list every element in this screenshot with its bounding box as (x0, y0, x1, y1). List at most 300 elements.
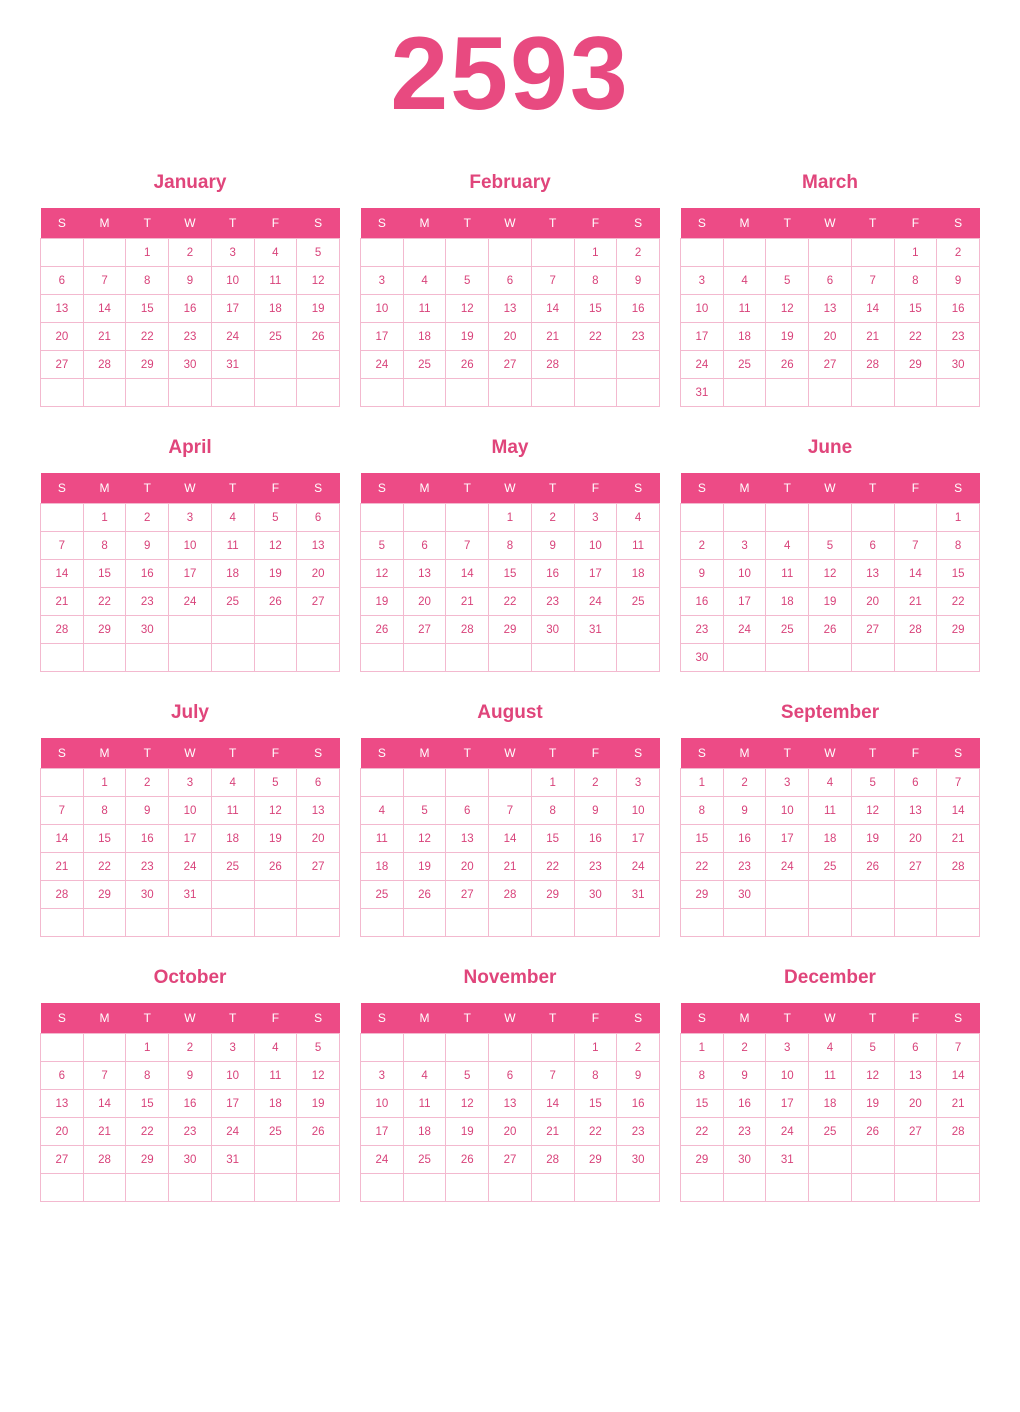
day-cell[interactable]: 10 (211, 1062, 254, 1090)
day-cell[interactable]: 28 (531, 351, 574, 379)
day-cell[interactable]: 16 (574, 825, 617, 853)
day-cell[interactable]: 25 (766, 616, 809, 644)
day-cell[interactable]: 11 (211, 532, 254, 560)
day-cell[interactable]: 17 (766, 1090, 809, 1118)
day-cell[interactable]: 24 (361, 351, 404, 379)
day-cell[interactable]: 5 (809, 532, 852, 560)
day-cell[interactable]: 12 (809, 560, 852, 588)
day-cell[interactable]: 13 (297, 797, 340, 825)
day-cell[interactable]: 26 (809, 616, 852, 644)
day-cell[interactable]: 22 (489, 588, 532, 616)
day-cell[interactable]: 7 (489, 797, 532, 825)
day-cell[interactable]: 3 (574, 504, 617, 532)
day-cell[interactable]: 24 (574, 588, 617, 616)
day-cell[interactable]: 11 (361, 825, 404, 853)
day-cell[interactable]: 23 (169, 1118, 212, 1146)
day-cell[interactable]: 7 (531, 267, 574, 295)
day-cell[interactable]: 26 (254, 853, 297, 881)
day-cell[interactable]: 31 (766, 1146, 809, 1174)
day-cell[interactable]: 17 (361, 323, 404, 351)
day-cell[interactable]: 30 (723, 881, 766, 909)
day-cell[interactable]: 20 (41, 1118, 84, 1146)
day-cell[interactable]: 8 (574, 1062, 617, 1090)
day-cell[interactable]: 1 (574, 1034, 617, 1062)
day-cell[interactable]: 3 (361, 267, 404, 295)
day-cell[interactable]: 20 (489, 1118, 532, 1146)
day-cell[interactable]: 10 (681, 295, 724, 323)
day-cell[interactable]: 28 (489, 881, 532, 909)
day-cell[interactable]: 23 (723, 853, 766, 881)
day-cell[interactable]: 26 (361, 616, 404, 644)
day-cell[interactable]: 29 (894, 351, 937, 379)
day-cell[interactable]: 11 (766, 560, 809, 588)
day-cell[interactable]: 8 (126, 267, 169, 295)
day-cell[interactable]: 10 (169, 532, 212, 560)
day-cell[interactable]: 14 (446, 560, 489, 588)
day-cell[interactable]: 15 (894, 295, 937, 323)
day-cell[interactable]: 12 (297, 267, 340, 295)
day-cell[interactable]: 12 (403, 825, 446, 853)
day-cell[interactable]: 22 (83, 853, 126, 881)
day-cell[interactable]: 5 (254, 769, 297, 797)
day-cell[interactable]: 15 (83, 825, 126, 853)
day-cell[interactable]: 15 (83, 560, 126, 588)
day-cell[interactable]: 7 (937, 1034, 980, 1062)
day-cell[interactable]: 7 (851, 267, 894, 295)
day-cell[interactable]: 22 (83, 588, 126, 616)
day-cell[interactable]: 9 (937, 267, 980, 295)
day-cell[interactable]: 27 (894, 1118, 937, 1146)
day-cell[interactable]: 29 (83, 881, 126, 909)
day-cell[interactable]: 30 (574, 881, 617, 909)
day-cell[interactable]: 9 (169, 1062, 212, 1090)
day-cell[interactable]: 9 (723, 797, 766, 825)
day-cell[interactable]: 1 (126, 239, 169, 267)
day-cell[interactable]: 14 (41, 825, 84, 853)
day-cell[interactable]: 19 (297, 1090, 340, 1118)
day-cell[interactable]: 3 (169, 769, 212, 797)
day-cell[interactable]: 21 (937, 825, 980, 853)
day-cell[interactable]: 14 (83, 1090, 126, 1118)
day-cell[interactable]: 1 (531, 769, 574, 797)
day-cell[interactable]: 28 (894, 616, 937, 644)
day-cell[interactable]: 16 (681, 588, 724, 616)
day-cell[interactable]: 24 (211, 323, 254, 351)
day-cell[interactable]: 30 (723, 1146, 766, 1174)
day-cell[interactable]: 22 (894, 323, 937, 351)
day-cell[interactable]: 22 (531, 853, 574, 881)
day-cell[interactable]: 18 (211, 825, 254, 853)
day-cell[interactable]: 23 (574, 853, 617, 881)
day-cell[interactable]: 4 (403, 1062, 446, 1090)
day-cell[interactable]: 31 (169, 881, 212, 909)
day-cell[interactable]: 18 (809, 825, 852, 853)
day-cell[interactable]: 13 (489, 295, 532, 323)
day-cell[interactable]: 6 (403, 532, 446, 560)
day-cell[interactable]: 14 (937, 1062, 980, 1090)
day-cell[interactable]: 17 (681, 323, 724, 351)
day-cell[interactable]: 28 (83, 1146, 126, 1174)
day-cell[interactable]: 17 (169, 825, 212, 853)
day-cell[interactable]: 1 (83, 504, 126, 532)
day-cell[interactable]: 7 (937, 769, 980, 797)
day-cell[interactable]: 19 (403, 853, 446, 881)
day-cell[interactable]: 7 (446, 532, 489, 560)
day-cell[interactable]: 6 (297, 769, 340, 797)
day-cell[interactable]: 7 (531, 1062, 574, 1090)
day-cell[interactable]: 22 (937, 588, 980, 616)
day-cell[interactable]: 26 (766, 351, 809, 379)
day-cell[interactable]: 1 (126, 1034, 169, 1062)
day-cell[interactable]: 16 (723, 825, 766, 853)
day-cell[interactable]: 30 (169, 1146, 212, 1174)
day-cell[interactable]: 22 (681, 853, 724, 881)
day-cell[interactable]: 12 (254, 532, 297, 560)
day-cell[interactable]: 15 (531, 825, 574, 853)
day-cell[interactable]: 27 (41, 1146, 84, 1174)
day-cell[interactable]: 28 (41, 616, 84, 644)
day-cell[interactable]: 3 (723, 532, 766, 560)
day-cell[interactable]: 11 (809, 797, 852, 825)
day-cell[interactable]: 19 (361, 588, 404, 616)
day-cell[interactable]: 10 (574, 532, 617, 560)
day-cell[interactable]: 20 (403, 588, 446, 616)
day-cell[interactable]: 29 (126, 1146, 169, 1174)
day-cell[interactable]: 22 (126, 1118, 169, 1146)
day-cell[interactable]: 5 (851, 769, 894, 797)
day-cell[interactable]: 1 (894, 239, 937, 267)
day-cell[interactable]: 6 (489, 267, 532, 295)
day-cell[interactable]: 13 (41, 295, 84, 323)
day-cell[interactable]: 14 (489, 825, 532, 853)
day-cell[interactable]: 23 (723, 1118, 766, 1146)
day-cell[interactable]: 15 (681, 1090, 724, 1118)
day-cell[interactable]: 12 (254, 797, 297, 825)
day-cell[interactable]: 4 (254, 1034, 297, 1062)
day-cell[interactable]: 24 (766, 853, 809, 881)
day-cell[interactable]: 16 (126, 825, 169, 853)
day-cell[interactable]: 2 (617, 239, 660, 267)
day-cell[interactable]: 18 (361, 853, 404, 881)
day-cell[interactable]: 5 (361, 532, 404, 560)
day-cell[interactable]: 16 (169, 295, 212, 323)
day-cell[interactable]: 17 (766, 825, 809, 853)
day-cell[interactable]: 29 (83, 616, 126, 644)
day-cell[interactable]: 14 (83, 295, 126, 323)
day-cell[interactable]: 27 (403, 616, 446, 644)
day-cell[interactable]: 6 (41, 267, 84, 295)
day-cell[interactable]: 31 (681, 379, 724, 407)
day-cell[interactable]: 19 (254, 560, 297, 588)
day-cell[interactable]: 18 (254, 295, 297, 323)
day-cell[interactable]: 25 (809, 853, 852, 881)
day-cell[interactable]: 20 (297, 560, 340, 588)
day-cell[interactable]: 10 (617, 797, 660, 825)
day-cell[interactable]: 3 (169, 504, 212, 532)
day-cell[interactable]: 2 (574, 769, 617, 797)
day-cell[interactable]: 17 (574, 560, 617, 588)
day-cell[interactable]: 2 (531, 504, 574, 532)
day-cell[interactable]: 15 (937, 560, 980, 588)
day-cell[interactable]: 22 (574, 323, 617, 351)
day-cell[interactable]: 4 (403, 267, 446, 295)
day-cell[interactable]: 24 (766, 1118, 809, 1146)
day-cell[interactable]: 16 (723, 1090, 766, 1118)
day-cell[interactable]: 28 (446, 616, 489, 644)
day-cell[interactable]: 8 (126, 1062, 169, 1090)
day-cell[interactable]: 31 (574, 616, 617, 644)
day-cell[interactable]: 17 (723, 588, 766, 616)
day-cell[interactable]: 23 (681, 616, 724, 644)
day-cell[interactable]: 20 (894, 1090, 937, 1118)
day-cell[interactable]: 16 (937, 295, 980, 323)
day-cell[interactable]: 11 (254, 267, 297, 295)
day-cell[interactable]: 25 (403, 1146, 446, 1174)
day-cell[interactable]: 17 (211, 1090, 254, 1118)
day-cell[interactable]: 24 (169, 588, 212, 616)
day-cell[interactable]: 15 (126, 1090, 169, 1118)
day-cell[interactable]: 29 (126, 351, 169, 379)
day-cell[interactable]: 8 (574, 267, 617, 295)
day-cell[interactable]: 27 (446, 881, 489, 909)
day-cell[interactable]: 7 (41, 797, 84, 825)
day-cell[interactable]: 6 (489, 1062, 532, 1090)
day-cell[interactable]: 25 (809, 1118, 852, 1146)
day-cell[interactable]: 26 (851, 1118, 894, 1146)
day-cell[interactable]: 5 (254, 504, 297, 532)
day-cell[interactable]: 5 (446, 1062, 489, 1090)
day-cell[interactable]: 15 (489, 560, 532, 588)
day-cell[interactable]: 9 (681, 560, 724, 588)
day-cell[interactable]: 6 (894, 769, 937, 797)
day-cell[interactable]: 1 (489, 504, 532, 532)
day-cell[interactable]: 6 (809, 267, 852, 295)
day-cell[interactable]: 10 (211, 267, 254, 295)
day-cell[interactable]: 21 (489, 853, 532, 881)
day-cell[interactable]: 5 (766, 267, 809, 295)
day-cell[interactable]: 13 (446, 825, 489, 853)
day-cell[interactable]: 7 (894, 532, 937, 560)
day-cell[interactable]: 14 (894, 560, 937, 588)
day-cell[interactable]: 18 (723, 323, 766, 351)
day-cell[interactable]: 11 (403, 295, 446, 323)
day-cell[interactable]: 27 (297, 588, 340, 616)
day-cell[interactable]: 20 (894, 825, 937, 853)
day-cell[interactable]: 10 (766, 1062, 809, 1090)
day-cell[interactable]: 26 (297, 1118, 340, 1146)
day-cell[interactable]: 1 (574, 239, 617, 267)
day-cell[interactable]: 29 (937, 616, 980, 644)
day-cell[interactable]: 2 (126, 504, 169, 532)
day-cell[interactable]: 4 (766, 532, 809, 560)
day-cell[interactable]: 11 (403, 1090, 446, 1118)
day-cell[interactable]: 1 (681, 769, 724, 797)
day-cell[interactable]: 3 (766, 769, 809, 797)
day-cell[interactable]: 29 (489, 616, 532, 644)
day-cell[interactable]: 5 (297, 239, 340, 267)
day-cell[interactable]: 6 (41, 1062, 84, 1090)
day-cell[interactable]: 18 (809, 1090, 852, 1118)
day-cell[interactable]: 18 (403, 323, 446, 351)
day-cell[interactable]: 28 (937, 853, 980, 881)
day-cell[interactable]: 9 (617, 1062, 660, 1090)
day-cell[interactable]: 2 (681, 532, 724, 560)
day-cell[interactable]: 10 (169, 797, 212, 825)
day-cell[interactable]: 19 (851, 825, 894, 853)
day-cell[interactable]: 3 (211, 1034, 254, 1062)
day-cell[interactable]: 25 (254, 323, 297, 351)
day-cell[interactable]: 19 (766, 323, 809, 351)
day-cell[interactable]: 2 (723, 769, 766, 797)
day-cell[interactable]: 2 (617, 1034, 660, 1062)
day-cell[interactable]: 23 (617, 1118, 660, 1146)
day-cell[interactable]: 8 (489, 532, 532, 560)
day-cell[interactable]: 28 (851, 351, 894, 379)
day-cell[interactable]: 18 (766, 588, 809, 616)
day-cell[interactable]: 2 (126, 769, 169, 797)
day-cell[interactable]: 9 (723, 1062, 766, 1090)
day-cell[interactable]: 9 (617, 267, 660, 295)
day-cell[interactable]: 11 (809, 1062, 852, 1090)
day-cell[interactable]: 16 (169, 1090, 212, 1118)
day-cell[interactable]: 30 (681, 644, 724, 672)
day-cell[interactable]: 12 (851, 797, 894, 825)
day-cell[interactable]: 24 (723, 616, 766, 644)
day-cell[interactable]: 13 (894, 797, 937, 825)
day-cell[interactable]: 26 (254, 588, 297, 616)
day-cell[interactable]: 17 (617, 825, 660, 853)
day-cell[interactable]: 30 (937, 351, 980, 379)
day-cell[interactable]: 12 (766, 295, 809, 323)
day-cell[interactable]: 25 (211, 853, 254, 881)
day-cell[interactable]: 21 (851, 323, 894, 351)
day-cell[interactable]: 1 (681, 1034, 724, 1062)
day-cell[interactable]: 4 (809, 1034, 852, 1062)
day-cell[interactable]: 8 (531, 797, 574, 825)
day-cell[interactable]: 3 (617, 769, 660, 797)
day-cell[interactable]: 9 (126, 797, 169, 825)
day-cell[interactable]: 28 (937, 1118, 980, 1146)
day-cell[interactable]: 15 (574, 1090, 617, 1118)
day-cell[interactable]: 12 (446, 295, 489, 323)
day-cell[interactable]: 19 (297, 295, 340, 323)
day-cell[interactable]: 12 (297, 1062, 340, 1090)
day-cell[interactable]: 24 (169, 853, 212, 881)
day-cell[interactable]: 23 (531, 588, 574, 616)
day-cell[interactable]: 27 (894, 853, 937, 881)
day-cell[interactable]: 14 (531, 1090, 574, 1118)
day-cell[interactable]: 24 (617, 853, 660, 881)
day-cell[interactable]: 2 (937, 239, 980, 267)
day-cell[interactable]: 6 (851, 532, 894, 560)
day-cell[interactable]: 6 (446, 797, 489, 825)
day-cell[interactable]: 18 (403, 1118, 446, 1146)
day-cell[interactable]: 8 (681, 1062, 724, 1090)
day-cell[interactable]: 24 (681, 351, 724, 379)
day-cell[interactable]: 19 (851, 1090, 894, 1118)
day-cell[interactable]: 26 (446, 1146, 489, 1174)
day-cell[interactable]: 21 (531, 323, 574, 351)
day-cell[interactable]: 5 (403, 797, 446, 825)
day-cell[interactable]: 29 (574, 1146, 617, 1174)
day-cell[interactable]: 23 (937, 323, 980, 351)
day-cell[interactable]: 2 (169, 239, 212, 267)
day-cell[interactable]: 4 (211, 504, 254, 532)
day-cell[interactable]: 9 (574, 797, 617, 825)
day-cell[interactable]: 21 (894, 588, 937, 616)
day-cell[interactable]: 5 (297, 1034, 340, 1062)
day-cell[interactable]: 20 (446, 853, 489, 881)
day-cell[interactable]: 11 (617, 532, 660, 560)
day-cell[interactable]: 15 (681, 825, 724, 853)
day-cell[interactable]: 21 (41, 588, 84, 616)
day-cell[interactable]: 15 (126, 295, 169, 323)
day-cell[interactable]: 4 (211, 769, 254, 797)
day-cell[interactable]: 29 (681, 881, 724, 909)
day-cell[interactable]: 4 (723, 267, 766, 295)
day-cell[interactable]: 18 (617, 560, 660, 588)
day-cell[interactable]: 25 (361, 881, 404, 909)
day-cell[interactable]: 4 (809, 769, 852, 797)
day-cell[interactable]: 30 (531, 616, 574, 644)
day-cell[interactable]: 19 (254, 825, 297, 853)
day-cell[interactable]: 22 (126, 323, 169, 351)
day-cell[interactable]: 7 (83, 267, 126, 295)
day-cell[interactable]: 23 (126, 853, 169, 881)
day-cell[interactable]: 13 (403, 560, 446, 588)
day-cell[interactable]: 30 (126, 881, 169, 909)
day-cell[interactable]: 9 (531, 532, 574, 560)
day-cell[interactable]: 17 (169, 560, 212, 588)
day-cell[interactable]: 10 (361, 295, 404, 323)
day-cell[interactable]: 13 (297, 532, 340, 560)
day-cell[interactable]: 16 (617, 1090, 660, 1118)
day-cell[interactable]: 21 (83, 323, 126, 351)
day-cell[interactable]: 9 (169, 267, 212, 295)
day-cell[interactable]: 7 (41, 532, 84, 560)
day-cell[interactable]: 1 (937, 504, 980, 532)
day-cell[interactable]: 5 (851, 1034, 894, 1062)
day-cell[interactable]: 7 (83, 1062, 126, 1090)
day-cell[interactable]: 3 (766, 1034, 809, 1062)
day-cell[interactable]: 4 (254, 239, 297, 267)
day-cell[interactable]: 25 (254, 1118, 297, 1146)
day-cell[interactable]: 2 (169, 1034, 212, 1062)
day-cell[interactable]: 10 (361, 1090, 404, 1118)
day-cell[interactable]: 21 (937, 1090, 980, 1118)
day-cell[interactable]: 4 (361, 797, 404, 825)
day-cell[interactable]: 28 (41, 881, 84, 909)
day-cell[interactable]: 3 (361, 1062, 404, 1090)
day-cell[interactable]: 8 (83, 532, 126, 560)
day-cell[interactable]: 13 (894, 1062, 937, 1090)
day-cell[interactable]: 25 (723, 351, 766, 379)
day-cell[interactable]: 27 (297, 853, 340, 881)
day-cell[interactable]: 16 (531, 560, 574, 588)
day-cell[interactable]: 8 (83, 797, 126, 825)
day-cell[interactable]: 10 (723, 560, 766, 588)
day-cell[interactable]: 14 (41, 560, 84, 588)
day-cell[interactable]: 3 (211, 239, 254, 267)
day-cell[interactable]: 8 (937, 532, 980, 560)
day-cell[interactable]: 2 (723, 1034, 766, 1062)
day-cell[interactable]: 25 (617, 588, 660, 616)
day-cell[interactable]: 27 (809, 351, 852, 379)
day-cell[interactable]: 23 (617, 323, 660, 351)
day-cell[interactable]: 25 (403, 351, 446, 379)
day-cell[interactable]: 13 (809, 295, 852, 323)
day-cell[interactable]: 28 (531, 1146, 574, 1174)
